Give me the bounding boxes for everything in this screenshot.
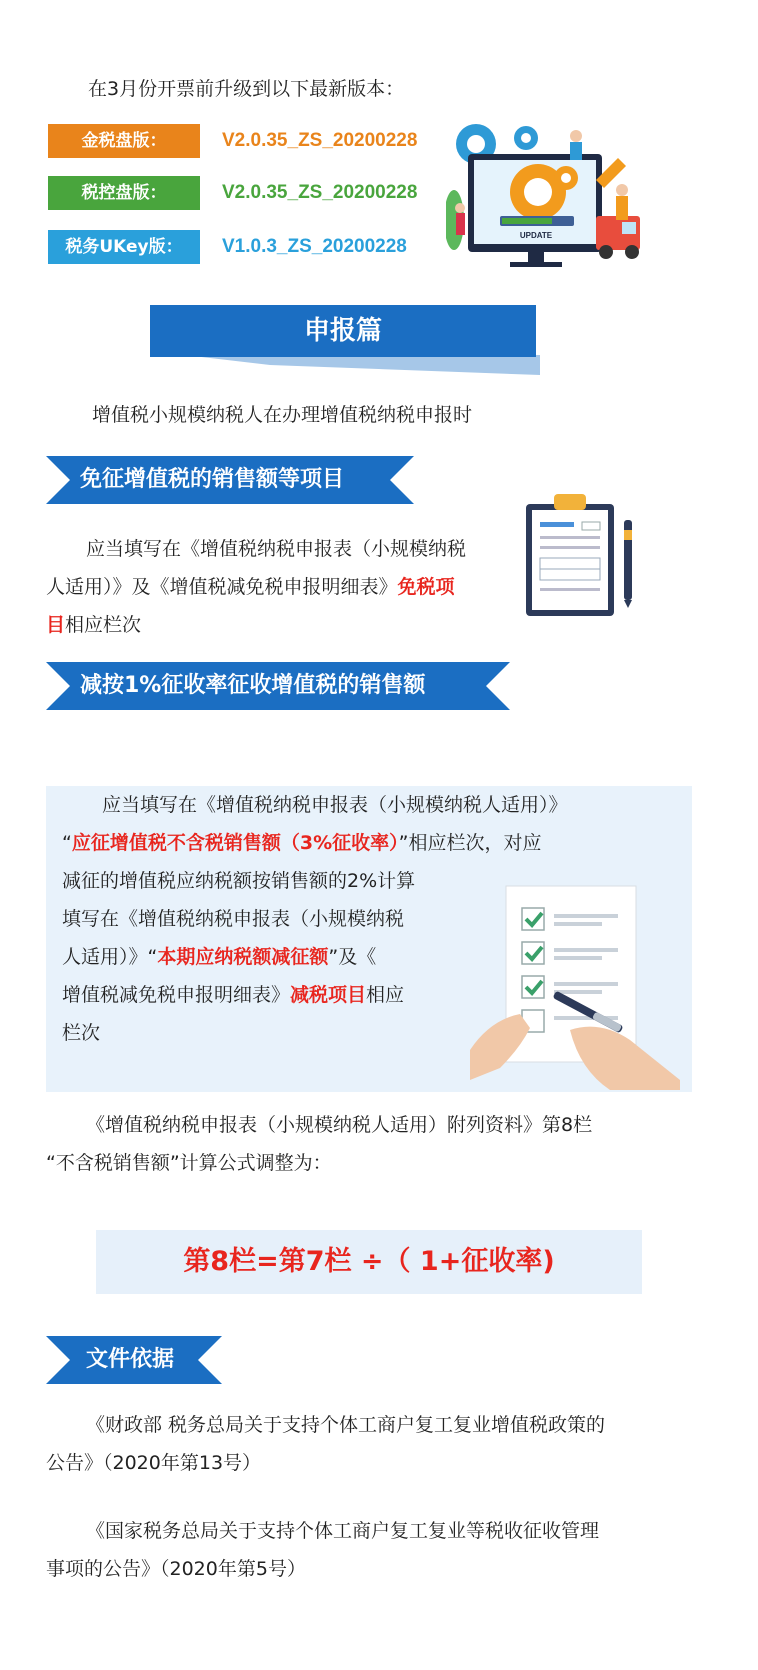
- block-formula-line2: “不含税销售额”计算公式调整为：: [46, 1152, 332, 1174]
- reference-2-line2: 事项的公告》（2020年第5号）: [46, 1558, 306, 1580]
- section-title: 申报篇: [303, 316, 382, 346]
- update-text: UPDATE: [519, 231, 553, 240]
- block-exempt-red2: 目: [46, 614, 66, 636]
- block-reduced-red1: 应征增值税不含税销售额（3%征收率）: [71, 832, 399, 854]
- version-value-ukey: V1.0.3_ZS_20200228: [222, 236, 407, 257]
- checklist-icon: [470, 880, 680, 1090]
- section-intro: 增值税小规模纳税人在办理增值税纳税申报时: [92, 404, 473, 426]
- clipboard-icon: [524, 490, 642, 620]
- block-reduced-line6b: 相应: [366, 984, 405, 1006]
- reference-1: [46, 1406, 706, 1482]
- version-label-golden-tax: 金税盘版：: [48, 124, 200, 158]
- version-value-golden-tax: V2.0.35_ZS_20200228: [222, 130, 418, 151]
- block-reduced-line2-tail: ”相应栏次，对应: [398, 832, 542, 854]
- block-reduced-line4: 填写在《增值税纳税申报表（小规模纳税: [62, 908, 405, 930]
- update-illustration: [446, 120, 652, 268]
- ribbon-reduced: [46, 662, 510, 710]
- block-formula-line1: 《增值税纳税申报表（小规模纳税人适用）附列资料》第8栏: [86, 1114, 593, 1136]
- reference-1-line2: 公告》（2020年第13号）: [46, 1452, 262, 1474]
- block-formula-intro: [46, 1106, 706, 1182]
- block-exempt-line1: 应当填写在《增值税纳税申报表（小规模纳税: [86, 538, 467, 560]
- version-value-tax-control: V2.0.35_ZS_20200228: [222, 182, 418, 203]
- block-reduced-line3: 减征的增值税应纳税额按销售额的2%计算: [62, 870, 416, 892]
- ribbon-documents: [46, 1336, 222, 1384]
- version-label-tax-control: 税控盘版：: [48, 176, 200, 210]
- upgrade-intro: 在3月份开票前升级到以下最新版本：: [88, 78, 405, 100]
- block-exempt-line2: 人适用）》及《增值税减免税申报明细表》: [46, 576, 398, 598]
- ribbon-exempt-title: 免征增值税的销售额等项目: [80, 467, 345, 492]
- block-reduced-line1: 应当填写在《增值税纳税申报表（小规模纳税人适用）》: [102, 794, 568, 816]
- block-reduced-quote: “: [62, 832, 72, 854]
- block-exempt-text: [46, 530, 516, 644]
- reference-1-line1: 《财政部 税务总局关于支持个体工商户复工复业增值税政策的: [86, 1414, 606, 1436]
- block-reduced-line5b: ”及《: [328, 946, 377, 968]
- ribbon-documents-title: 文件依据: [86, 1347, 175, 1372]
- ribbon-reduced-title: 减按1%征收率征收增值税的销售额: [80, 673, 426, 698]
- reference-2: [46, 1512, 706, 1588]
- block-reduced-line7: 栏次: [62, 1022, 101, 1044]
- section-header: [150, 305, 540, 377]
- block-reduced-line5a: 人适用）》“: [62, 946, 158, 968]
- version-label-ukey: 税务UKey版：: [48, 230, 200, 264]
- block-exempt-red1: 免税项: [397, 576, 455, 598]
- block-reduced-red2: 本期应纳税额减征额: [157, 946, 329, 968]
- ribbon-exempt: [46, 456, 414, 504]
- reference-2-line1: 《国家税务总局关于支持个体工商户复工复业等税收征收管理: [86, 1520, 600, 1542]
- block-reduced-red3: 减税项目: [290, 984, 367, 1006]
- formula-box: 第8栏=第7栏 ÷（ 1+征收率): [96, 1230, 642, 1294]
- block-exempt-tail: 相应栏次: [65, 614, 142, 636]
- block-reduced-line6a: 增值税减免税申报明细表》: [62, 984, 291, 1006]
